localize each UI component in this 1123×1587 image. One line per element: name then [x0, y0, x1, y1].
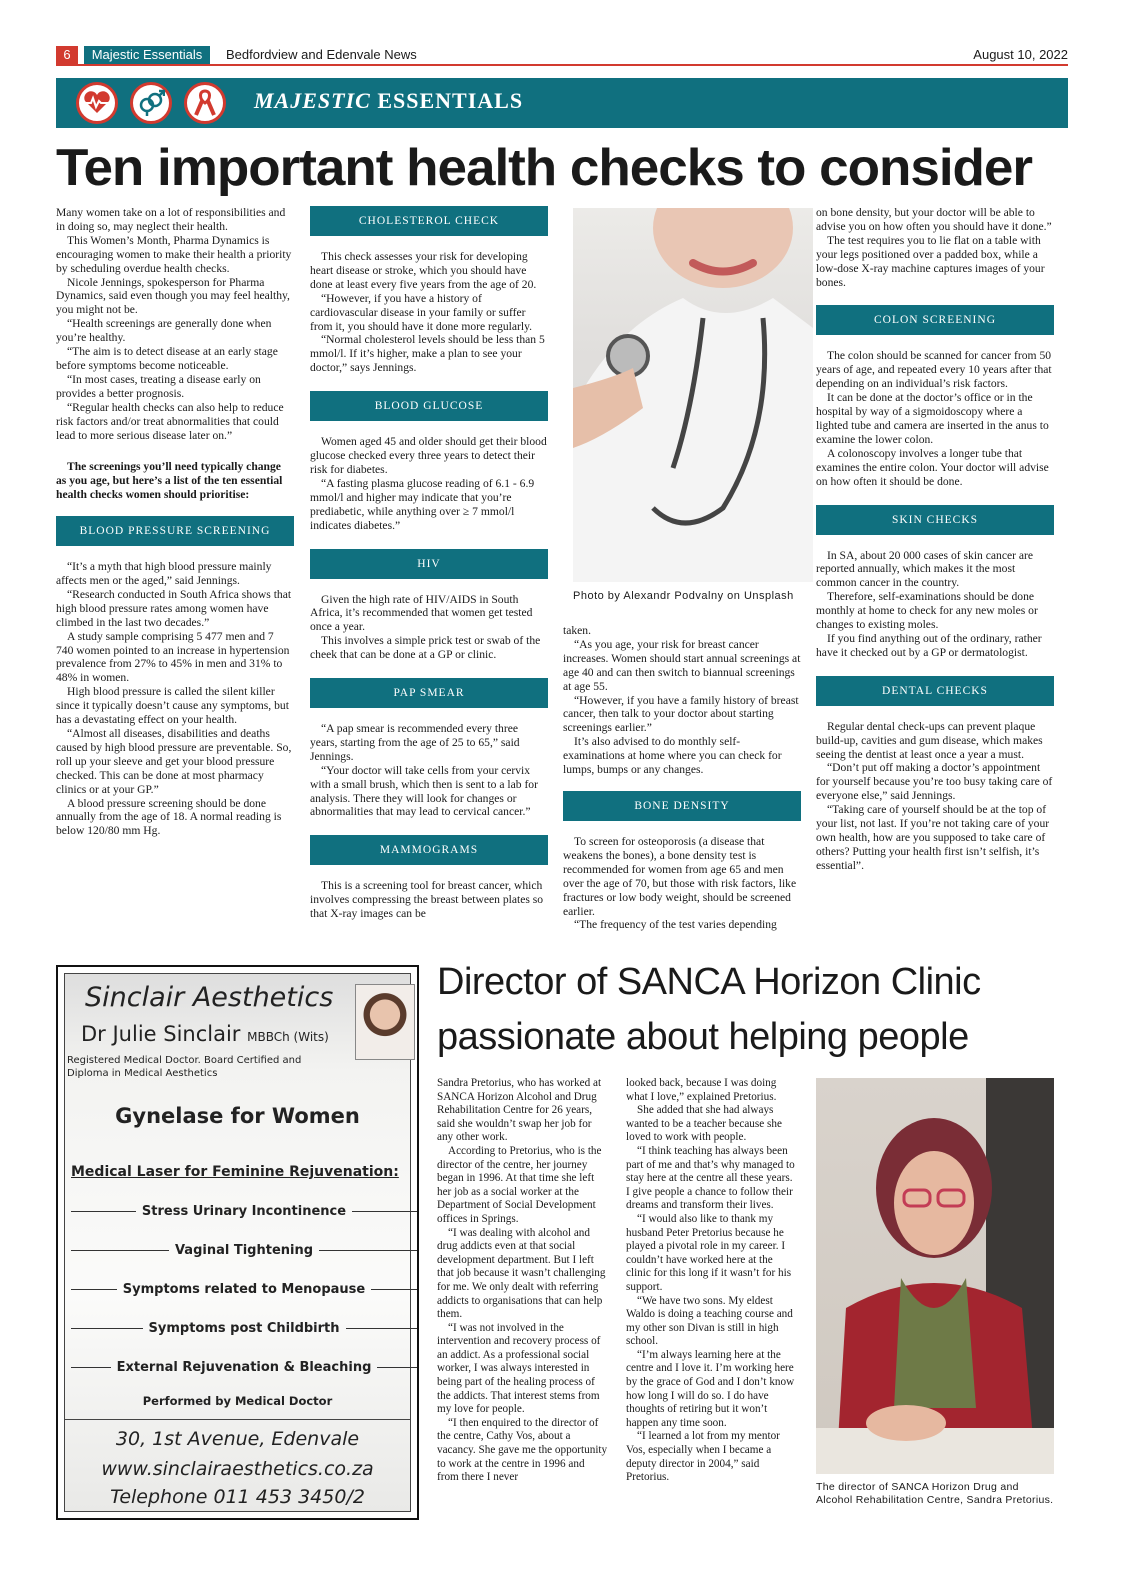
- publication-name: Bedfordview and Edenvale News: [226, 47, 417, 62]
- page-number: 6: [56, 46, 78, 64]
- photo-caption: The director of SANCA Horizon Drug and Alcohol Rehabilitation Centre, Sandra Pretorius.: [816, 1481, 1054, 1506]
- paragraph: She added that she had always wanted to be a teacher because she loved to work with people.: [626, 1104, 782, 1144]
- paragraph: “Don’t put off making a doctor’s appointment for yourself because you’re too busy taking care of everyone else,” said Jennings.: [816, 761, 1053, 803]
- page-header: [56, 44, 1068, 66]
- paragraph: “A pap smear is recommended every three years, starting from the age of 25 to 65,” said Jennings.: [310, 722, 520, 763]
- ad-brand: Sinclair Aesthetics: [85, 982, 334, 1013]
- subheading: SKIN CHECKS: [816, 505, 1054, 535]
- paragraph: This involves a simple prick test or swab of the cheek that can be done at a GP or clinic.: [310, 634, 541, 662]
- subheading: BONE DENSITY: [563, 791, 801, 821]
- ad-subtitle: Medical Laser for Feminine Rejuvenation:: [71, 1164, 399, 1180]
- paragraph: “I was dealing with alcohol and drug addicts even at that social development department. But I left that job because it wasn’t challenging for me. We only dealt with referring addicts to organisations that can help them.: [437, 1226, 606, 1321]
- paragraph: “In most cases, treating a disease early on provides a better prognosis.: [56, 372, 261, 400]
- paragraph: “Your doctor will take cells from your cervix with a small brush, which then is sent to a lab for analysis. There they will look for changes or abnormalities that may lead to cervical cancer.”: [310, 763, 538, 819]
- paragraph: Therefore, self-examinations should be done monthly at home to check for any new moles or changes to existing moles.: [816, 590, 1038, 632]
- paragraph: “Regular health checks can also help to reduce risk factors and/or treat abnormalities that could lead to more serious disease later on.”: [56, 400, 284, 442]
- advertisement: [56, 965, 419, 1520]
- paragraph: “We have two sons. My eldest Waldo is doing a teaching course and my other son Divan is still in high school.: [626, 1294, 793, 1348]
- paragraph: Nicole Jennings, spokesperson for Pharma Dynamics, said even though you may feel healthy, you might not be.: [56, 275, 290, 317]
- paragraph: “I would also like to thank my husband Peter Pretorius because he played a pivotal role in my career. I couldn’t have worked here at the clinic for this long if it wasn’t for his support.: [626, 1212, 792, 1293]
- paragraph: taken.: [563, 624, 592, 637]
- paragraph: “I then enquired to the director of the centre, Cathy Vos, about a vacancy. She gave me the opportunity to work at the centre in 1996 and from there I never: [437, 1416, 608, 1484]
- paragraph: Many women take on a lot of responsibilities and in doing so, may neglect their health.: [56, 206, 286, 233]
- subheading: DENTAL CHECKS: [816, 676, 1054, 706]
- ad-telephone: Telephone 011 453 3450/2: [110, 1486, 365, 1508]
- paragraph: “As you age, your risk for breast cancer increases. Women should start annual screenings at age 40 and can then switch to biannual screenings at age 55.: [563, 637, 801, 693]
- article2-headline: [437, 955, 1067, 1065]
- subheading: BLOOD PRESSURE SCREENING: [56, 516, 294, 546]
- ad-treatment-item: [71, 1280, 417, 1298]
- paragraph: Women aged 45 and older should get their blood glucose checked every three years to detect their risk for diabetes.: [310, 435, 547, 476]
- subheading: COLON SCREENING: [816, 305, 1054, 335]
- gender-symbols-icon: [130, 82, 172, 124]
- paragraph: The colon should be scanned for cancer from 50 years of age, and repeated every 10 years after that depending on an individual’s risk factors.: [816, 349, 1052, 391]
- ad-item-label: Symptoms post Childbirth: [148, 1320, 340, 1336]
- paragraph: “It’s a myth that high blood pressure mainly affects men or the aged,” said Jennings.: [56, 560, 272, 588]
- ad-treatment-item: [71, 1319, 417, 1337]
- paragraph: This check assesses your risk for developing heart disease or stroke, which you should have done at least every five years from the age of 20.: [310, 250, 537, 291]
- paragraph: A blood pressure screening should be done annually from the age of 18. A normal reading is below 120/80 mm Hg.: [56, 796, 282, 838]
- article-headline: Ten important health checks to consider: [56, 139, 1033, 197]
- heart-pulse-icon: [76, 82, 118, 124]
- subheading: PAP SMEAR: [310, 678, 548, 708]
- section-label: Majestic Essentials: [84, 46, 210, 64]
- paragraph: This Women’s Month, Pharma Dynamics is encouraging women to make their health a priority by scheduling overdue health checks.: [56, 233, 292, 275]
- ad-item-label: Vaginal Tightening: [174, 1242, 314, 1258]
- headline-line: Director of SANCA Horizon Clinic: [437, 961, 981, 1003]
- subheading: MAMMOGRAMS: [310, 835, 548, 865]
- subheading: CHOLESTEROL CHECK: [310, 206, 548, 236]
- paragraph: A study sample comprising 5 477 men and 7 740 women pointed to an increase in hypertension prevalence from 27% to 45% in men and 31% to 48% in women.: [56, 629, 290, 685]
- paragraph: Regular dental check-ups can prevent plaque build-up, cavities and gum disease, which makes seeing the dentist at least once a year a must.: [816, 719, 1043, 761]
- article-column-2: [310, 194, 548, 921]
- ad-degree: MBBCh (Wits): [247, 1030, 329, 1044]
- paragraph: To screen for osteoporosis (a disease that weakens the bones), a bone density test is recommended for women from age 65 and men over the age of 70, but those with risk factors, like fractures or low body weight, should be screened earlier.: [563, 834, 797, 918]
- paragraph: “I learned a lot from my mentor Vos, especially when I became a deputy director in 2004,” said Pretorius.: [626, 1430, 780, 1484]
- ad-website: www.sinclairaesthetics.co.za: [101, 1458, 374, 1480]
- article-column-1: [56, 206, 294, 838]
- article-column-4: [816, 206, 1054, 873]
- ad-treatment-item: [71, 1241, 417, 1259]
- ad-treatment-item: [71, 1358, 417, 1376]
- ad-doctor: [81, 1022, 329, 1046]
- paragraph: Sandra Pretorius, who has worked at SANCA Horizon Alcohol and Drug Rehabilitation Centre for 26 years, said she wouldn’t swap her job for any other work.: [437, 1077, 602, 1144]
- paragraph: “Research conducted in South Africa shows that high blood pressure rates among women have climbed in the last two decades.”: [56, 587, 292, 629]
- issue-date: August 10, 2022: [973, 47, 1068, 62]
- intro-paragraphs: [56, 206, 294, 442]
- paragraph: “A fasting plasma glucose reading of 6.1 - 6.9 mmol/l and higher may indicate that you’re prediabetic, while anything over ≥ 7 mmol/l indicates diabetes.”: [310, 476, 535, 532]
- paragraph: “The aim is to detect disease at an early stage before symptoms become noticeable.: [56, 345, 278, 372]
- doctor-stethoscope-photo: [573, 208, 813, 582]
- paragraph: “I’m always learning here at the centre and I love it. I’m working here by the grace of God and I don’t know how long I will do so. I do have thoughts of retiring but it won’t happen any time soon.: [626, 1348, 795, 1429]
- paragraph: “The frequency of the test varies depending: [574, 918, 777, 932]
- paragraph: High blood pressure is called the silent killer since it typically doesn’t cause any symptoms, but has a devastating effect on your health.: [56, 685, 289, 727]
- article2-column-2: [626, 1077, 798, 1485]
- subheading: BLOOD GLUCOSE: [310, 391, 548, 421]
- ad-item-label: Symptoms related to Menopause: [122, 1281, 366, 1297]
- paragraph: “Taking care of yourself should be at the top of your list, not last. If you’re not taking care of your own health, how are you supposed to take care of others? Putting your health first isn’t selfish, it’s essential”.: [816, 803, 1050, 872]
- paragraph: It can be done at the doctor’s office or in the hospital by way of a sigmoidoscopy where a lighted tube and camera are inserted in the anus to examine the lower colon.: [816, 391, 1049, 446]
- paragraph: “Health screenings are generally done when you’re healthy.: [56, 317, 272, 345]
- ad-panel: [64, 973, 411, 1512]
- ad-contact-block: [65, 1419, 410, 1521]
- ad-item-label: External Rejuvenation & Bleaching: [116, 1359, 372, 1375]
- paragraph: “Almost all diseases, disabilities and deaths caused by high blood pressure are preventable. So, roll up your sleeve and get your blood pressure checked. This can be done at most pharmacy clinics or at your GP.”: [56, 727, 292, 796]
- section-banner: [56, 78, 1068, 128]
- ad-doctor-name: Dr Julie Sinclair: [81, 1022, 241, 1046]
- paragraph: looked back, because I was doing what I love,” explained Pretorius.: [626, 1077, 777, 1103]
- headline-line: passionate about helping people: [437, 1016, 969, 1058]
- paragraph: This is a screening tool for breast cancer, which involves compressing the breast between plates so that X-ray images can be: [310, 879, 544, 921]
- banner-title: [254, 88, 523, 114]
- paragraph: In SA, about 20 000 cases of skin cancer are reported annually, which makes it the most common cancer in the country.: [816, 548, 1034, 590]
- banner-title-rest: ESSENTIALS: [377, 88, 524, 113]
- awareness-ribbon-icon: [184, 82, 226, 124]
- ad-registration: Registered Medical Doctor. Board Certified and Diploma in Medical Aesthetics: [67, 1055, 302, 1079]
- director-portrait-photo: [816, 1078, 1054, 1474]
- paragraph: “However, if you have a family history of breast cancer, then talk to your doctor about starting screenings earlier.”: [563, 693, 799, 735]
- paragraph: It’s also advised to do monthly self-examinations at home where you can check for lumps, bumps or any changes.: [563, 735, 782, 777]
- banner-title-italic: MAJESTIC: [254, 88, 371, 113]
- paragraph: If you find anything out of the ordinary, rather have it checked out by a GP or dermatologist.: [816, 631, 1042, 659]
- paragraph: “Normal cholesterol levels should be less than 5 mmol/l. If it’s higher, make a plan to see your doctor,” says Jennings.: [310, 333, 545, 375]
- subheading: HIV: [310, 549, 548, 579]
- ad-address: 30, 1st Avenue, Edenvale: [115, 1428, 360, 1450]
- doctor-portrait: [355, 984, 415, 1060]
- ad-performed-by: Performed by Medical Doctor: [142, 1394, 333, 1408]
- paragraph: “However, if you have a history of cardiovascular disease in your family or suffer from it, you should have it done more regularly.: [310, 291, 533, 333]
- paragraph: “I think teaching has always been part of me and that’s why managed to stay here at the centre all these years. I give people a chance to follow their dreams and transform their lives.: [626, 1144, 795, 1212]
- ad-treatment-item: [71, 1202, 417, 1220]
- lead-in: The screenings you’ll need typically change as you age, but here’s a list of the ten essential health checks women should prioritise:: [56, 460, 283, 502]
- photo-caption: Photo by Alexandr Podvalny on Unsplash: [573, 590, 794, 602]
- paragraph: A colonoscopy involves a longer tube that examines the entire colon. Your doctor will advise on how often it should be done.: [816, 446, 1049, 488]
- ad-product: Gynelase for Women: [115, 1104, 360, 1128]
- paragraph: According to Pretorius, who is the director of the centre, her journey began in 1996. At that time she left her job as a social worker at the Department of Social Development offices in Springs.: [437, 1144, 602, 1225]
- article-column-3: [563, 624, 801, 932]
- paragraph: “I was not involved in the intervention and recovery process of an addict. As a professional social worker, I was always interested in being part of the healing process of the addicts. That interest stems from my love for people.: [437, 1321, 601, 1416]
- paragraph: on bone density, but your doctor will be able to advise you on how often you should have it done.”: [816, 206, 1052, 233]
- article2-column-1: [437, 1077, 609, 1485]
- paragraph: Given the high rate of HIV/AIDS in South Africa, it’s recommended that women get tested once a year.: [310, 592, 533, 634]
- paragraph: The test requires you to lie flat on a table with your legs positioned over a padded box, while a low-dose X-ray machine captures images of your bones.: [816, 233, 1045, 289]
- ad-item-label: Stress Urinary Incontinence: [141, 1203, 347, 1219]
